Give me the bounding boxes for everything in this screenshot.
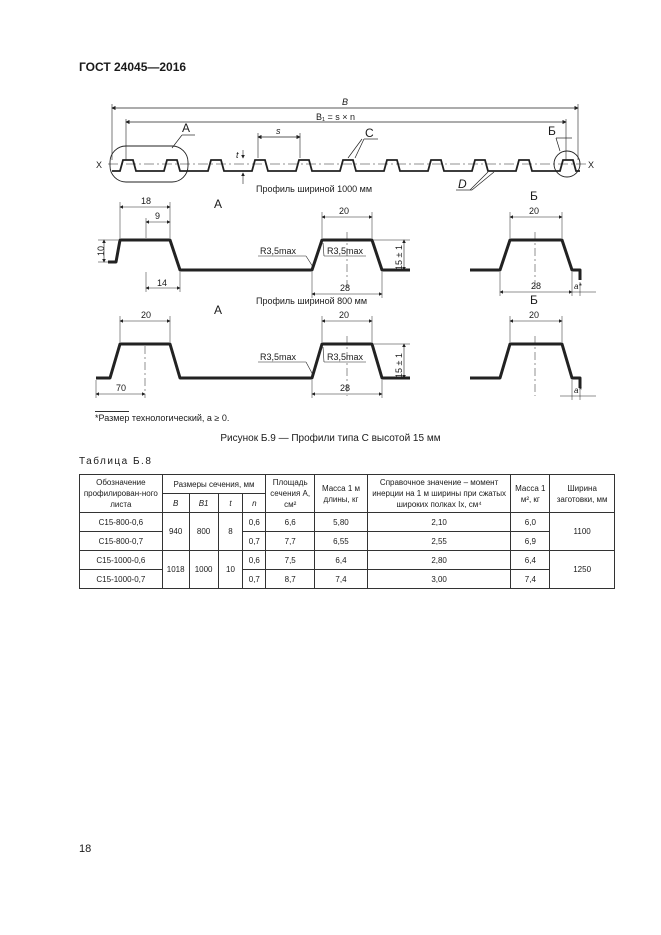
cell-ix: 2,80 (367, 551, 511, 570)
dim-20-mid: 20 (339, 206, 350, 216)
cell-mass-m2: 6,9 (511, 532, 550, 551)
cell-B1: 1000 (189, 551, 218, 589)
dim-B-28: 28 (531, 281, 542, 291)
cell-area: 6,6 (266, 513, 315, 532)
radius-left-label: R3,5max (260, 246, 297, 256)
dim-B1-label: B₁ = s × n (316, 112, 356, 122)
dim-a-800: a* (574, 386, 582, 395)
view-A-1000-letter: А (214, 197, 223, 211)
table-label: Таблица Б.8 (79, 456, 153, 467)
cell-B: 940 (162, 513, 189, 551)
table-row (80, 513, 615, 532)
axis-x-right: X (588, 160, 595, 170)
cell-ix: 3,00 (367, 570, 511, 589)
table-row (80, 532, 615, 551)
footnote: *Размер технологический, a ≥ 0. (95, 413, 230, 423)
table-row (80, 551, 615, 570)
dim-800-mid-28: 28 (340, 383, 351, 393)
cell-B: 1018 (162, 551, 189, 589)
cell-mass: 6,4 (315, 551, 368, 570)
cell-mass-m2: 6,0 (511, 513, 550, 532)
cell-designation: С15-1000-0,6 (80, 551, 163, 570)
cell-n: 8 (218, 513, 243, 551)
detail-A-1000-drawing (98, 202, 410, 298)
callout-D: D (458, 177, 467, 191)
cell-designation: С15-800-0,7 (80, 532, 163, 551)
cell-t: 0,6 (243, 513, 266, 532)
dim-B-20: 20 (529, 206, 540, 216)
dim-800-20: 20 (141, 310, 152, 320)
callout-A: А (182, 121, 191, 135)
header-blank: Ширина заготовки, мм (550, 475, 615, 513)
dim-s-label: s (276, 126, 281, 136)
cell-t: 0,7 (243, 532, 266, 551)
cell-area: 7,5 (266, 551, 315, 570)
dim-10: 10 (96, 245, 106, 256)
cell-ix: 2,55 (367, 532, 511, 551)
header-sizes: Размеры сечения, мм (162, 475, 266, 494)
cell-B1: 800 (189, 513, 218, 551)
cell-area: 8,7 (266, 570, 315, 589)
header-t: t (218, 494, 243, 513)
header-mass-m2: Масса 1 м², кг (511, 475, 550, 513)
dim-70: 70 (116, 383, 127, 393)
dim-B-label: B (342, 97, 349, 107)
spec-table (79, 474, 615, 589)
view-B-1000-letter: Б (530, 189, 538, 203)
axis-x-left: X (96, 160, 103, 170)
cell-designation: С15-800-0,6 (80, 513, 163, 532)
figure-profiles (0, 0, 661, 430)
header-B: B (162, 494, 189, 513)
page-number: 18 (79, 843, 92, 855)
cell-n: 10 (218, 551, 243, 589)
cell-blank: 1100 (550, 513, 615, 551)
dim-18: 18 (141, 196, 152, 206)
dim-B800-20: 20 (529, 310, 540, 320)
header-n: n (243, 494, 266, 513)
footnote-rule (95, 411, 129, 412)
cell-blank: 1250 (550, 551, 615, 589)
cell-designation: С15-1000-0,7 (80, 570, 163, 589)
cell-t: 0,7 (243, 570, 266, 589)
profile-800-label: Профиль шириной 800 мм (256, 296, 368, 306)
dim-800-mid-20: 20 (339, 310, 350, 320)
radius-800-right: R3,5max (327, 352, 364, 362)
callout-B: Б (548, 124, 556, 138)
cell-mass-m2: 7,4 (511, 570, 550, 589)
cell-mass: 6,55 (315, 532, 368, 551)
callout-C: C (365, 126, 374, 140)
view-B-800-letter: Б (530, 293, 538, 307)
radius-800-left: R3,5max (260, 352, 297, 362)
view-A-800-letter: А (214, 303, 223, 317)
cell-mass-m2: 6,4 (511, 551, 550, 570)
header-B1: B1 (189, 494, 218, 513)
figure-caption: Рисунок Б.9 — Профили типа С высотой 15 мм (220, 433, 441, 444)
dim-t-label: t (236, 150, 239, 160)
profile-1000-label: Профиль шириной 1000 мм (256, 184, 373, 194)
table-row (80, 570, 615, 589)
dim-800-15: 15 ± 1 (394, 353, 404, 378)
header-area: Площадь сечения A, см² (266, 475, 315, 513)
page-header: ГОСТ 24045—2016 (79, 60, 187, 74)
header-mass: Масса 1 м длины, кг (315, 475, 368, 513)
radius-right-label: R3,5max (327, 246, 364, 256)
cell-mass: 5,80 (315, 513, 368, 532)
dim-28-mid: 28 (340, 283, 351, 293)
cell-t: 0,6 (243, 551, 266, 570)
header-designation: Обозначение профилирован-ного листа (80, 475, 163, 513)
cell-area: 7,7 (266, 532, 315, 551)
dim-15: 15 ± 1 (394, 245, 404, 270)
dim-9: 9 (155, 211, 161, 221)
header-ref: Справочное значение – момент инерции на 1 м ширины при сжатых широких полках Ix, см⁴ (367, 475, 511, 513)
dim-a: a* (574, 282, 582, 291)
dim-14: 14 (157, 278, 168, 288)
cell-mass: 7,4 (315, 570, 368, 589)
cell-ix: 2,10 (367, 513, 511, 532)
